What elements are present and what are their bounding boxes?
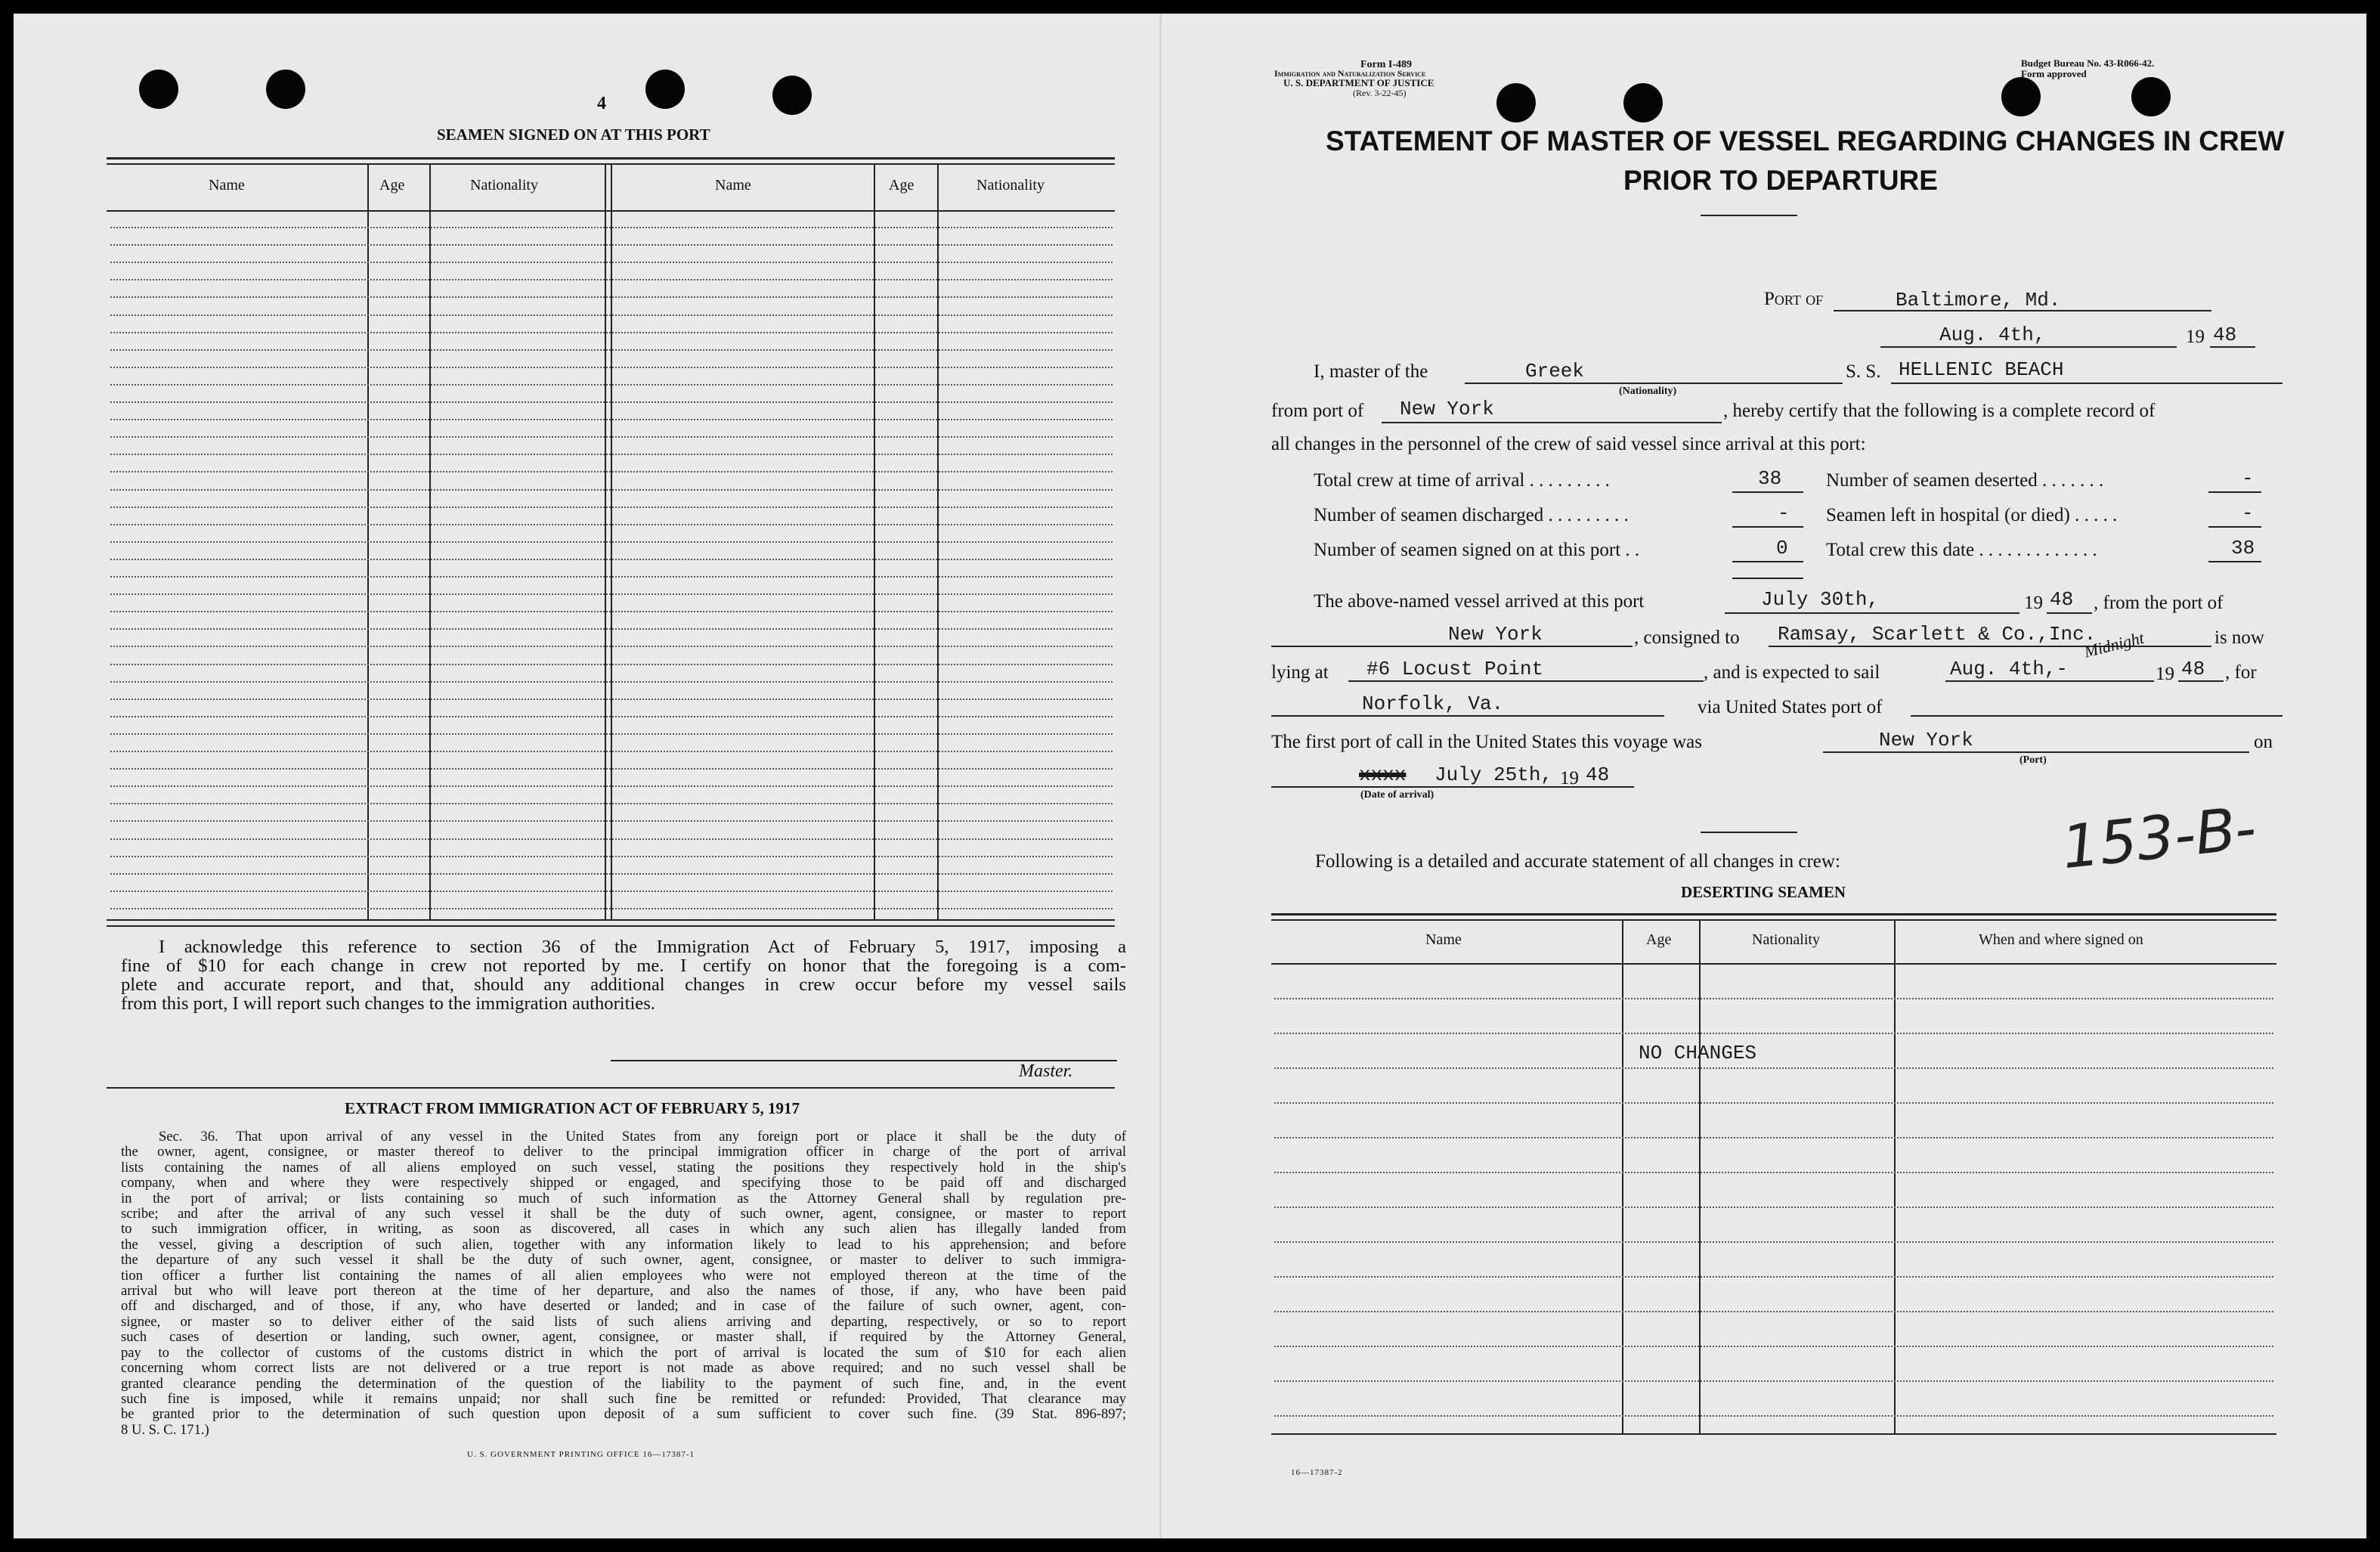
extract-line: such fine is imposed, while it remains unpaid; nor shall such fine be remitted or refunded: Provided, That clearance may [121, 1390, 1126, 1407]
form-subtitle: PRIOR TO DEPARTURE [1623, 165, 1938, 196]
title-rule [1701, 215, 1797, 216]
column-header-age: Age [379, 177, 405, 194]
extract-line: the vessel, giving a description of such alien, together with any information likely to lead to his apprehension; and before [121, 1236, 1126, 1253]
lying-at-value: #6 Locust Point [1366, 658, 1544, 680]
statement-date: Aug. 4th, [1939, 324, 2046, 346]
first-arrival-date: July 25th, [1434, 764, 1553, 786]
port-caption: (Port) [2019, 754, 2047, 766]
arrived-from-port: New York [1448, 623, 1543, 646]
hospital-count: - [2242, 502, 2254, 525]
first-port-value: New York [1879, 729, 1973, 751]
punch-hole [2131, 77, 2171, 116]
extract-line: company, when and where they were respectively shipped or engaged, and specifying those to be paid off and discharged [121, 1175, 1126, 1191]
from-port-value: New York [1400, 398, 1494, 420]
printing-office-imprint: U. S. GOVERNMENT PRINTING OFFICE 16—17387-1 [467, 1450, 695, 1459]
column-header-name: Name [1425, 931, 1462, 948]
extract-line: lists containing the names of all aliens employed on such vessel, stating the positions they respectively hold in the ship's [121, 1159, 1126, 1176]
hospital-label: Seamen left in hospital (or died) . . . . . [1826, 505, 2118, 525]
statement-year: 48 [2213, 324, 2237, 346]
table-bottom-rule [107, 919, 1115, 921]
table-bottom-rule [107, 925, 1115, 927]
extract-line: arrival but who will leave port thereon at the time of her departure, and also the names of those, if any, who have been paid [121, 1283, 1126, 1300]
discharged-count: - [1778, 502, 1790, 525]
column-header-name: Name [715, 177, 751, 194]
deserting-table-bottom-rule [1271, 1433, 2276, 1435]
document-sheet [14, 14, 2366, 1538]
deserted-label: Number of seamen deserted . . . . . . . [1826, 470, 2104, 491]
first-port-label: The first port of call in the United States this voyage was [1271, 732, 1703, 752]
column-header-signed-on: When and where signed on [1979, 931, 2143, 948]
total-crew-date: 38 [2231, 537, 2255, 559]
column-header-nationality: Nationality [470, 177, 538, 194]
total-crew-arrival: 38 [1758, 467, 1782, 490]
section-rule [107, 1087, 1115, 1089]
year-prefix: 19 [2156, 664, 2174, 684]
port-label: Port of [1764, 289, 1824, 309]
year-prefix: 19 [2186, 327, 2205, 347]
sail-handwritten-note: Midnight [2081, 627, 2146, 661]
via-label: via United States port of [1698, 697, 1883, 717]
total-crew-arrival-label: Total crew at time of arrival . . . . . . . . . [1314, 470, 1610, 491]
discharged-label: Number of seamen discharged . . . . . . . . . [1314, 505, 1629, 525]
consignee: Ramsay, Scarlett & Co.,Inc. [1778, 623, 2097, 646]
extract-paragraph [121, 1129, 1126, 1438]
certify-text-line2: all changes in the personnel of the crew of said vessel since arrival at this port: [1271, 434, 1866, 454]
consigned-to-label: , consigned to [1634, 627, 1740, 648]
extract-line: be granted prior to the determination of such question upon deposit of a sum sufficient to cover such fine. (39 Stat. 896-897; [121, 1406, 1126, 1423]
extract-line: off and discharged, and of those, if any, who have deserted or landed; and in case of the failure of such owner, agent, con- [121, 1298, 1126, 1315]
extract-line: 8 U. S. C. 171.) [121, 1421, 209, 1438]
extract-line: the owner, agent, consignee, or master thereof to deliver to the principal immigration officer in charge of the port of arrival [121, 1144, 1126, 1160]
column-header-age: Age [1646, 931, 1672, 948]
extract-line: pay to the collector of customs of the customs district in which the port of arrival is located the sum of $10 for each alien [121, 1344, 1126, 1361]
form-title: STATEMENT OF MASTER OF VESSEL REGARDING CHANGES IN CREW [1326, 125, 2285, 156]
punch-hole [2001, 77, 2041, 116]
punch-hole [645, 70, 685, 109]
for-label: , for [2225, 662, 2257, 683]
punch-hole [772, 76, 812, 115]
column-header-name: Name [209, 177, 245, 194]
extract-line: scribe; and after the arrival of any such vessel it shall be the duty of such owner, agent, consignee, or master to report [121, 1206, 1126, 1222]
deserting-table-top-rule [1271, 913, 2276, 915]
from-the-port-label: , from the port of [2094, 593, 2224, 613]
arrival-year: 48 [2050, 588, 2074, 611]
signed-on-heading: SEAMEN SIGNED ON AT THIS PORT [437, 125, 710, 144]
form-approved: Form approved [2021, 68, 2087, 79]
department-name: U. S. DEPARTMENT OF JUSTICE [1283, 77, 1434, 88]
sail-date: Aug. 4th,- [1950, 658, 2069, 680]
page-number: 4 [597, 94, 606, 113]
no-changes-note: NO CHANGES [1639, 1042, 1757, 1064]
nationality-value: Greek [1525, 360, 1585, 383]
handwritten-file-number: 153-B- [2059, 794, 2260, 883]
form-number: Form I-489 [1360, 59, 1413, 70]
extract-line: tion officer a further list containing the names of all alien employees who were not employed thereon at the time of the [121, 1267, 1126, 1284]
master-label: Master. [1019, 1061, 1073, 1081]
deserted-count: - [2242, 467, 2254, 490]
table-top-rule [107, 157, 1115, 160]
page-fold [1159, 14, 1162, 1538]
right-footer-code: 16—17387-2 [1291, 1468, 1343, 1477]
signed-on-label: Number of seamen signed on at this port . . [1314, 540, 1640, 560]
punch-hole [1623, 83, 1663, 122]
punch-hole [1496, 83, 1536, 122]
agency-name: Immigration and Naturalization Service [1274, 68, 1426, 79]
lying-at-label: lying at [1271, 662, 1329, 683]
extract-heading: EXTRACT FROM IMMIGRATION ACT OF FEBRUARY 5, 1917 [345, 1099, 800, 1117]
column-header-age: Age [889, 177, 915, 194]
sail-year: 48 [2181, 658, 2205, 680]
extract-line: in the port of arrival; or lists containing so much of such information as the Attorney General shall by regulation pre- [121, 1190, 1126, 1207]
year-prefix: 19 [1560, 768, 1579, 788]
extract-line: granted clearance pending the determination of the question of the liability to the payment of such fine, and, in the event [121, 1375, 1126, 1392]
expected-to-sail-label: , and is expected to sail [1704, 662, 1880, 683]
total-crew-date-label: Total crew this date . . . . . . . . . . . . . [1826, 540, 2097, 560]
column-header-nationality: Nationality [976, 177, 1045, 194]
nationality-caption: (Nationality) [1619, 386, 1677, 397]
ship-name: HELLENIC BEACH [1899, 358, 2064, 381]
section-rule [1701, 832, 1797, 833]
deserting-heading: DESERTING SEAMEN [1681, 883, 1846, 901]
following-text: Following is a detailed and accurate statement of all changes in crew: [1315, 851, 1840, 872]
master-of-label: I, master of the [1314, 361, 1428, 382]
extract-line: to such immigration officer, in writing, as soon as discovered, all cases in which any such alien has illegally landed from [121, 1221, 1126, 1238]
first-date-struck: xxxx [1359, 764, 1407, 786]
from-port-label: from port of [1271, 401, 1364, 421]
arrived-text: The above-named vessel arrived at this port [1314, 591, 1645, 612]
on-label: on [2254, 732, 2273, 752]
first-arrival-year: 48 [1586, 764, 1610, 786]
certify-text: , hereby certify that the following is a complete record of [1723, 401, 2156, 421]
extract-line: signee, or master so to deliver either of the said lists of such aliens arriving and departing, respectively, or so to report [121, 1313, 1126, 1330]
column-header-nationality: Nationality [1752, 931, 1820, 948]
deserting-table-top-rule [1271, 919, 2276, 921]
year-prefix: 19 [2024, 593, 2043, 613]
arrival-date: July 30th, [1761, 588, 1880, 611]
header-rule [1271, 963, 2276, 965]
form-revision: (Rev. 3-22-45) [1353, 88, 1407, 98]
extract-line: such cases of desertion or landing, such owner, agent, consignee, or master shall, if required by the Attorney General, [121, 1329, 1126, 1346]
punch-hole [266, 70, 305, 109]
ss-label: S. S. [1846, 361, 1881, 382]
punch-hole [139, 70, 178, 109]
date-caption: (Date of arrival) [1360, 789, 1434, 801]
signed-on-count: 0 [1776, 537, 1788, 559]
port-value: Baltimore, Md. [1896, 289, 2061, 311]
acknowledgement-paragraph: I acknowledge this reference to section 36 of the Immigration Act of February 5, 1917, imposing a fine of $10 for each change in crew not reported by me. I certify on honor that the foregoing is a com- plete and accurate report, and that, should any additional changes in crew occur before my vessel sails from this port, I will report such changes to the immigration authorities. [121, 937, 1126, 1014]
is-now-label: is now [2214, 627, 2264, 648]
extract-line: the departure of any such vessel it shall be the duty of such owner, agent, consignee, or master to deliver to such immigra- [121, 1252, 1126, 1269]
extract-line: concerning whom correct lists are not delivered or a true report is not made as above required; and no such vessel shall be [121, 1360, 1126, 1377]
extract-line: Sec. 36. That upon arrival of any vessel in the United States from any foreign port or place it shall be the duty of [159, 1129, 1126, 1145]
destination: Norfolk, Va. [1362, 692, 1504, 715]
budget-bureau-number: Budget Bureau No. 43-R066-42. [2021, 57, 2155, 69]
